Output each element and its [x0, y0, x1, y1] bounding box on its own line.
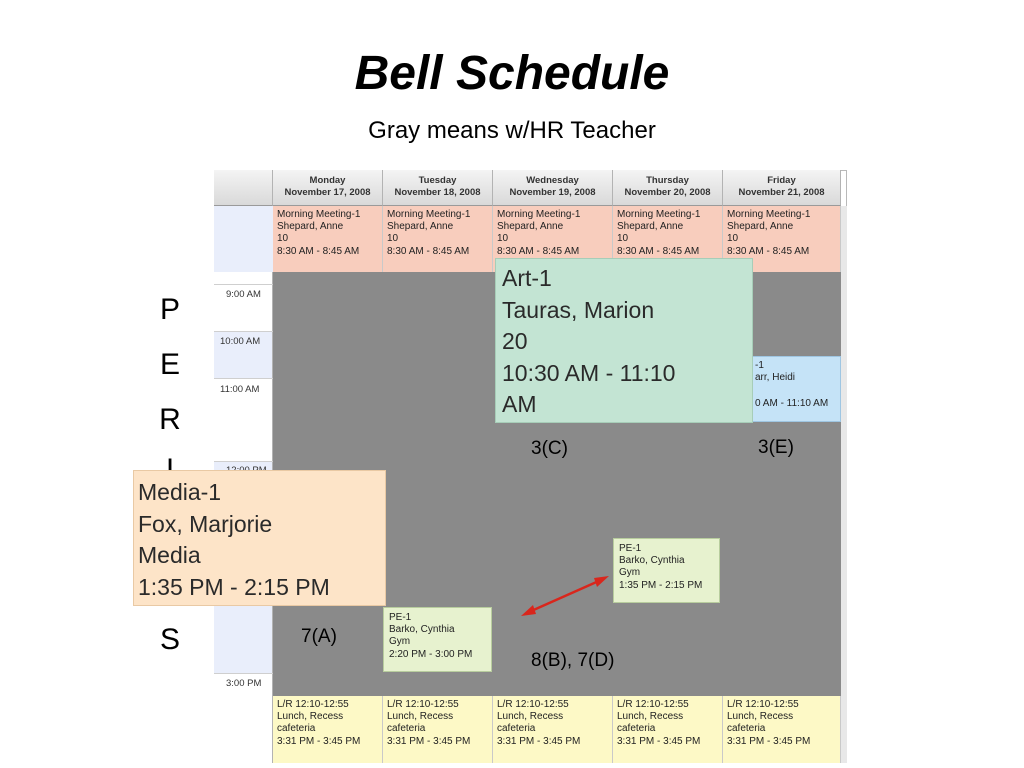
day-name: Thursday	[646, 175, 689, 186]
event-title: PE-1	[389, 612, 412, 623]
event-room: Gym	[619, 567, 641, 579]
event-title: Morning Meeting-1	[617, 209, 701, 220]
callout-teacher: Tauras, Marion	[502, 296, 655, 323]
event-room: 10	[727, 233, 739, 245]
calendar-corner	[214, 170, 273, 206]
event-teacher: Shepard, Anne	[617, 221, 684, 233]
vertical-letter: R	[159, 403, 181, 436]
callout-time-cont: AM	[502, 391, 537, 417]
day-header-tuesday[interactable]	[383, 170, 493, 206]
event-title: L/R 12:10-12:55	[387, 699, 459, 710]
event-room: 10	[617, 233, 629, 245]
event-time: 2:20 PM - 3:00 PM	[389, 648, 473, 660]
event-detail: Lunch, Recess	[617, 711, 684, 723]
event-title: L/R 12:10-12:55	[277, 699, 349, 710]
callout-room: 20	[502, 328, 528, 354]
day-header-thursday[interactable]	[613, 170, 723, 206]
event-time: 1:35 PM - 2:15 PM	[619, 579, 703, 591]
event-detail: Lunch, Recess	[497, 711, 564, 723]
day-date: November 18, 2008	[394, 187, 481, 198]
callout-room: Media	[138, 542, 201, 568]
vertical-letter: P	[159, 293, 180, 326]
day-header-monday[interactable]	[273, 170, 383, 206]
event-time: 3:31 PM - 3:45 PM	[617, 735, 701, 747]
hour-line	[214, 673, 273, 674]
time-label: 9:00 AM	[226, 289, 261, 300]
event-lunch-monday[interactable]	[273, 696, 383, 763]
day-name: Monday	[309, 175, 346, 186]
day-date: November 19, 2008	[509, 187, 596, 198]
vertical-letter	[150, 453, 190, 469]
time-label: 11:00 AM	[220, 384, 260, 395]
event-lunch-wednesday[interactable]	[493, 696, 613, 763]
event-time: 8:30 AM - 8:45 AM	[277, 245, 360, 257]
event-time: 3:31 PM - 3:45 PM	[387, 735, 471, 747]
event-room: cafeteria	[617, 723, 656, 735]
event-room: 10	[497, 233, 509, 245]
hour-line	[214, 284, 273, 285]
event-title: L/R 12:10-12:55	[497, 699, 569, 710]
scrollbar[interactable]	[841, 206, 847, 763]
event-teacher: Shepard, Anne	[387, 221, 454, 233]
page-subtitle: Gray means w/HR Teacher	[368, 117, 656, 144]
day-date: November 20, 2008	[624, 187, 711, 198]
art-event-callout[interactable]	[495, 258, 753, 423]
note-7a: 7(A)	[301, 626, 337, 647]
event-room: cafeteria	[497, 723, 536, 735]
event-pe-thursday[interactable]	[613, 538, 720, 603]
event-morning-meeting-tuesday[interactable]	[383, 206, 493, 272]
event-time: 8:30 AM - 8:45 AM	[497, 245, 580, 257]
event-title: Morning Meeting-1	[497, 209, 581, 220]
vertical-letter: S	[159, 623, 180, 656]
callout-time: 10:30 AM - 11:10	[502, 359, 676, 386]
event-teacher: Shepard, Anne	[277, 221, 344, 233]
event-teacher: Barko, Cynthia	[389, 624, 455, 636]
day-date: November 21, 2008	[738, 187, 825, 198]
event-detail: Lunch, Recess	[277, 711, 344, 723]
day-name: Tuesday	[418, 175, 457, 186]
event-pe-tuesday[interactable]	[383, 607, 492, 672]
event-title: -1	[755, 360, 764, 371]
event-spacer	[755, 384, 836, 398]
event-title: L/R 12:10-12:55	[617, 699, 689, 710]
note-3e: 3(E)	[758, 437, 794, 458]
event-title: Morning Meeting-1	[387, 209, 471, 220]
event-title: PE-1	[619, 543, 642, 554]
event-time: 8:30 AM - 8:45 AM	[617, 245, 700, 257]
note-8b-7d: 8(B), 7(D)	[531, 650, 615, 671]
event-time: 8:30 AM - 8:45 AM	[727, 245, 810, 257]
event-lunch-tuesday[interactable]	[383, 696, 493, 763]
event-time: 3:31 PM - 3:45 PM	[727, 735, 811, 747]
event-room: 10	[277, 233, 289, 245]
callout-title: Art-1	[502, 265, 552, 291]
event-title: Morning Meeting-1	[277, 209, 361, 220]
time-label: 3:00 PM	[226, 678, 262, 689]
hour-line	[214, 378, 273, 379]
event-teacher: Shepard, Anne	[727, 221, 794, 233]
event-room: cafeteria	[277, 723, 316, 735]
double-arrow-icon	[515, 570, 615, 620]
event-time: 3:31 PM - 3:45 PM	[277, 735, 361, 747]
note-3c: 3(C)	[531, 438, 568, 459]
event-title: Morning Meeting-1	[727, 209, 811, 220]
event-detail: Lunch, Recess	[727, 711, 794, 723]
event-lunch-thursday[interactable]	[613, 696, 723, 763]
event-teacher: arr, Heidi	[755, 372, 796, 384]
event-room: cafeteria	[727, 723, 766, 735]
event-lunch-friday[interactable]	[723, 696, 841, 763]
event-time: 3:31 PM - 3:45 PM	[497, 735, 581, 747]
event-room: 10	[387, 233, 399, 245]
event-time: 8:30 AM - 8:45 AM	[387, 245, 470, 257]
event-detail: Lunch, Recess	[387, 711, 454, 723]
event-title: L/R 12:10-12:55	[727, 699, 799, 710]
event-teacher: Shepard, Anne	[497, 221, 564, 233]
day-date: November 17, 2008	[284, 187, 371, 198]
day-header-friday[interactable]	[723, 170, 841, 206]
event-room: cafeteria	[387, 723, 426, 735]
day-name: Wednesday	[526, 175, 579, 186]
event-morning-meeting-monday[interactable]	[273, 206, 383, 272]
callout-time: 1:35 PM - 2:15 PM	[138, 573, 330, 600]
time-label: 10:00 AM	[220, 336, 261, 347]
page-title: Bell Schedule	[354, 47, 670, 100]
callout-title: Media-1	[138, 479, 222, 505]
day-header-wednesday[interactable]	[493, 170, 613, 206]
media-event-callout[interactable]	[133, 470, 386, 606]
vertical-letter: E	[159, 348, 180, 381]
event-teacher: Barko, Cynthia	[619, 555, 685, 567]
callout-teacher: Fox, Marjorie	[138, 510, 273, 537]
all-day-cell	[214, 206, 273, 272]
event-friday-partial[interactable]	[750, 356, 841, 422]
event-room: Gym	[389, 636, 411, 648]
event-time: 0 AM - 11:10 AM	[755, 398, 829, 410]
day-name: Friday	[767, 175, 796, 186]
